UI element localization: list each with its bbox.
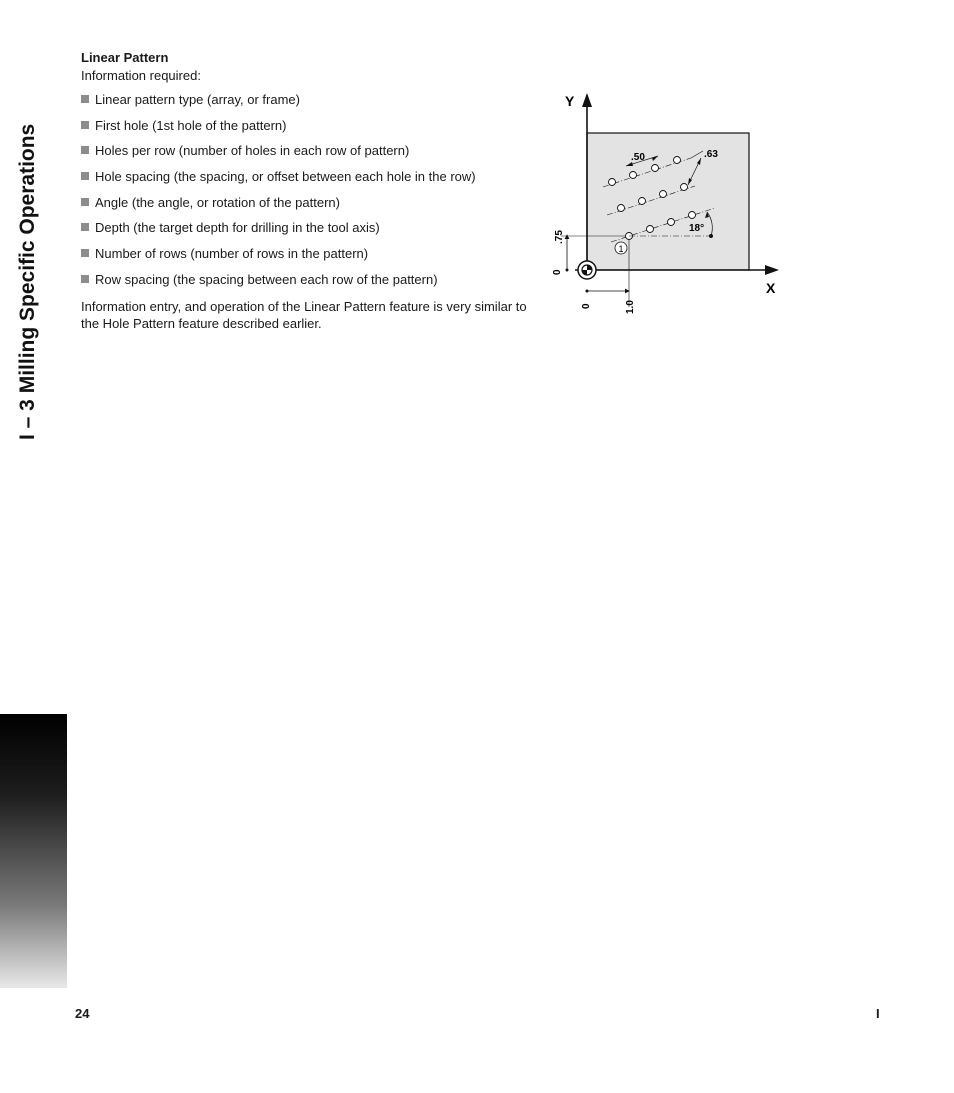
bullet-square-icon <box>81 172 89 180</box>
hole-marker <box>618 205 625 212</box>
hole-marker <box>689 212 696 219</box>
hole-marker <box>660 191 667 198</box>
dim-angle-label: 18° <box>689 223 705 234</box>
y-axis-label: Y <box>565 93 575 109</box>
bullet-square-icon <box>81 223 89 231</box>
main-content <box>81 49 531 332</box>
section-heading: Linear Pattern <box>81 50 169 65</box>
list-item: Row spacing (the spacing between each row of the pattern) <box>81 271 531 297</box>
linear-pattern-diagram <box>545 85 790 325</box>
list-item: Holes per row (number of holes in each row of pattern) <box>81 142 531 168</box>
dim-x-offset-label: 1.0 <box>625 300 636 314</box>
hole-marker <box>674 157 681 164</box>
intro-text: Information required: <box>81 68 201 83</box>
bullet-square-icon <box>81 146 89 154</box>
hole-marker <box>668 219 675 226</box>
dim-row-spacing-label: .63 <box>704 149 718 160</box>
hole-marker <box>639 198 646 205</box>
bullet-square-icon <box>81 121 89 129</box>
page-number: 24 <box>75 1006 90 1021</box>
list-item: Hole spacing (the spacing, or offset between each hole in the row) <box>81 168 531 194</box>
x-axis-label: X <box>766 280 776 296</box>
hole-marker <box>652 165 659 172</box>
dim-hole-spacing-label: .50 <box>631 152 645 163</box>
first-hole-marker-label: 1 <box>618 244 624 254</box>
chapter-side-title <box>16 50 40 440</box>
list-item: First hole (1st hole of the pattern) <box>81 117 531 143</box>
bullet-square-icon <box>81 198 89 206</box>
y-axis-arrow-icon <box>582 93 592 107</box>
bullet-square-icon <box>81 275 89 283</box>
workpiece-plate <box>587 133 749 270</box>
requirements-list <box>81 91 531 297</box>
origin-y-label: 0 <box>552 269 563 275</box>
x-axis-arrow-icon <box>765 265 779 275</box>
hole-marker <box>609 179 616 186</box>
list-item: Linear pattern type (array, or frame) <box>81 91 531 117</box>
closing-text: Information entry, and operation of the Linear Pattern feature is very similar to the Hole Pattern feature described earlier. <box>81 298 527 331</box>
hole-marker <box>630 172 637 179</box>
list-item: Number of rows (number of rows in the pattern) <box>81 245 531 271</box>
linear-pattern-svg <box>545 85 790 325</box>
chapter-tab-gradient <box>0 714 67 988</box>
hole-marker <box>647 226 654 233</box>
hole-marker <box>681 184 688 191</box>
section-marker: I <box>876 1006 880 1021</box>
list-item: Angle (the angle, or rotation of the pattern) <box>81 194 531 220</box>
dim-y-offset-label: .75 <box>554 230 565 244</box>
origin-x-label: 0 <box>581 303 592 309</box>
bullet-square-icon <box>81 249 89 257</box>
list-item: Depth (the target depth for drilling in the tool axis) <box>81 219 531 245</box>
bullet-square-icon <box>81 95 89 103</box>
chapter-side-title-text: I – 3 Milling Specific Operations <box>16 123 39 440</box>
